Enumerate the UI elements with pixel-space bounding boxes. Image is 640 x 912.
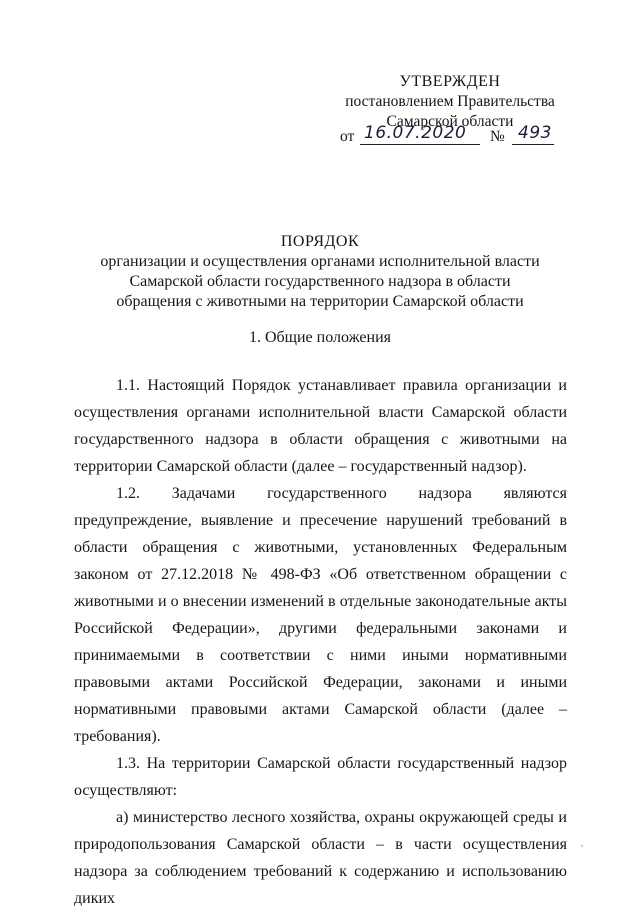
document-subtitle-line-2: Самарской области государственного надзора в области	[129, 273, 511, 290]
paragraph-1-3: 1.3. На территории Самарской области государственный надзор осуществляют:	[74, 755, 567, 799]
number-prefix: №	[490, 128, 505, 145]
document-subtitle-line-1: организации и осуществления органами исполнительной власти	[100, 253, 540, 270]
document-title: ПОРЯДОК	[280, 233, 360, 250]
paragraph-1-2: 1.2. Задачами государственного надзора являются предупреждение, выявление и пресечение нарушений требований в области обращения с животными, установленных Федеральным законом от 27.12.2018 № 498-ФЗ «Об ответственном обращении с животными и о внесении изменений в отдельные законодательные акты Российской Федерации», другими федеральными законами и принимаемыми в соответствии с ними иными нормативными правовыми актами Российской Федерации, законами и иными нормативными правовыми актами Самарской области (далее – требования).	[74, 485, 567, 745]
approval-title: УТВЕРЖДЕН	[399, 73, 501, 90]
handwritten-date: 16.07.2020	[364, 123, 467, 143]
paragraph-a: а) министерство лесного хозяйства, охраны окружающей среды и природопользования Самарской области – в части осуществления надзора за соблюдением требований к содержанию и использованию диких	[74, 809, 567, 907]
number-underline	[512, 144, 554, 145]
date-underline	[360, 144, 480, 145]
approval-line-2: Самарской области	[386, 113, 514, 130]
approval-line-1: постановлением Правительства	[345, 93, 555, 110]
paragraph-1-1: 1.1. Настоящий Порядок устанавливает правила организации и осуществления органами исполнительной власти Самарской области государственного надзора в области обращения с животными на территории Самарской области (далее – государственный надзор).	[74, 377, 567, 475]
document-title-block	[60, 232, 580, 312]
date-prefix: от	[340, 128, 355, 145]
handwritten-number: 493	[518, 123, 552, 143]
margin-mark: ,	[578, 837, 585, 850]
document-subtitle-line-3: обращения с животными на территории Самарской области	[116, 293, 524, 310]
section-heading: 1. Общие положения	[248, 329, 392, 346]
document-body	[74, 372, 567, 912]
approval-date-number	[340, 122, 580, 148]
